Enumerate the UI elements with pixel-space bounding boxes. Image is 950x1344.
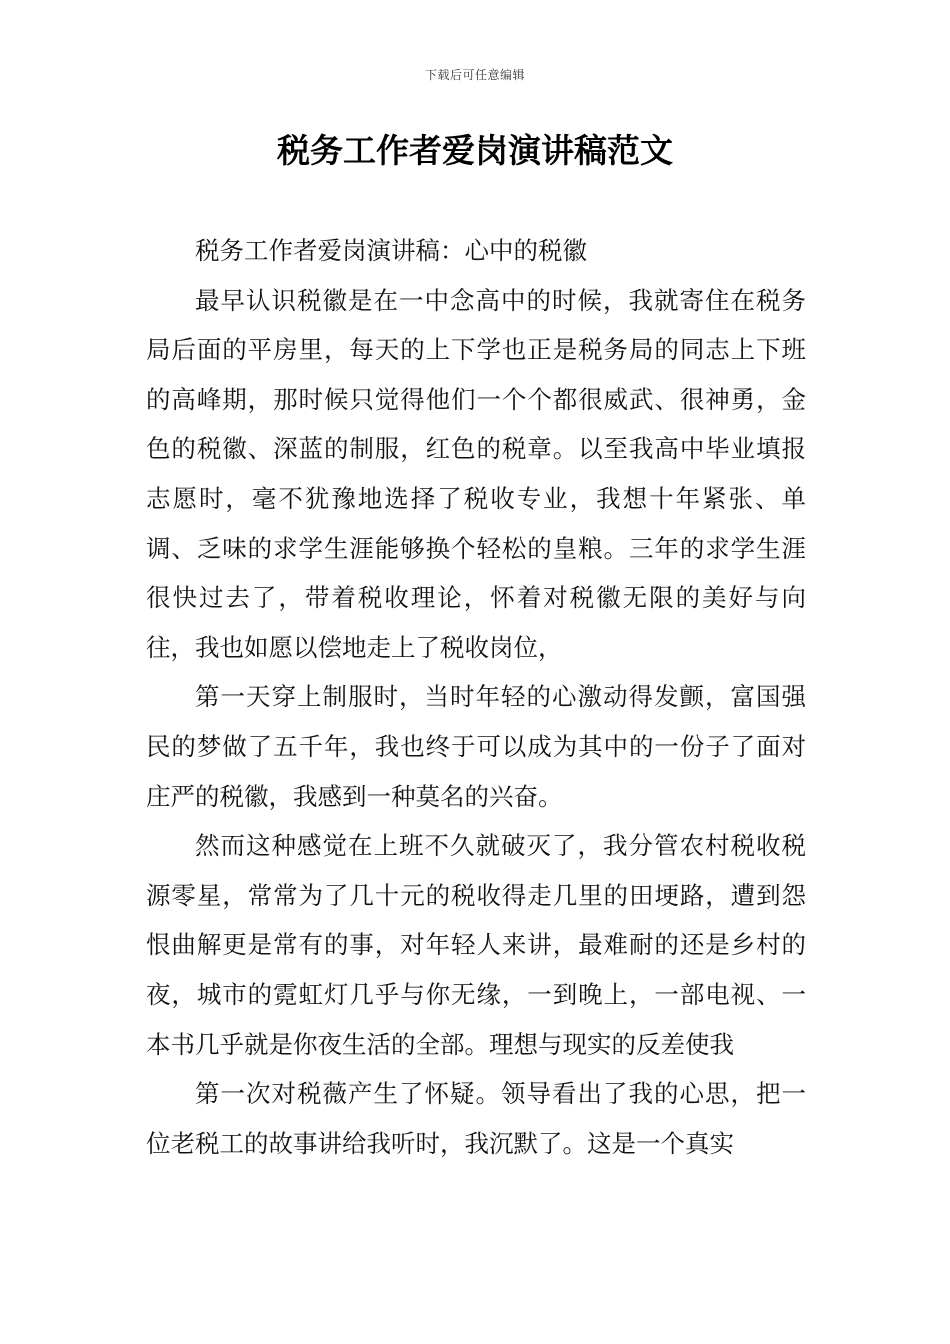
document-title: 税务工作者爱岗演讲稿范文 xyxy=(277,131,673,170)
paragraph: 第一天穿上制服时，当时年轻的心激动得发颤，富国强民的梦做了五千年，我也终于可以成为其中的一份子了面对庄严的税徽，我感到一种莫名的兴奋。 xyxy=(146,682,806,811)
document-body xyxy=(146,226,806,1168)
paragraph: 第一次对税薇产生了怀疑。领导看出了我的心思，把一位老税工的故事讲给我听时，我沉默了。这是一个真实 xyxy=(146,1079,806,1158)
header-note: 下载后可任意编辑 xyxy=(424,68,525,82)
paragraph: 最早认识税徽是在一中念高中的时候，我就寄住在税务局后面的平房里，每天的上下学也正是税务局的同志上下班的高峰期，那时候只觉得他们一个个都很威武、很神勇，金色的税徽、深蓝的制服，红色的税章。以至我高中毕业填报志愿时，毫不犹豫地选择了税收专业，我想十年紧张、单调、乏味的求学生涯能够换个轻松的皇粮。三年的求学生涯很快过去了，带着税收理论，怀着对税徽无限的美好与向往，我也如愿以偿地走上了税收岗位， xyxy=(146,285,806,662)
paragraph: 然而这种感觉在上班不久就破灭了，我分管农村税收税源零星，常常为了几十元的税收得走几里的田埂路，遭到怨恨曲解更是常有的事，对年轻人来讲，最难耐的还是乡村的夜，城市的霓虹灯几乎与你无缘，一到晚上，一部电视、一本书几乎就是你夜生活的全部。理想与现实的反差使我 xyxy=(146,831,806,1059)
paragraph-subtitle: 税务工作者爱岗演讲稿：心中的税徽 xyxy=(195,236,587,265)
